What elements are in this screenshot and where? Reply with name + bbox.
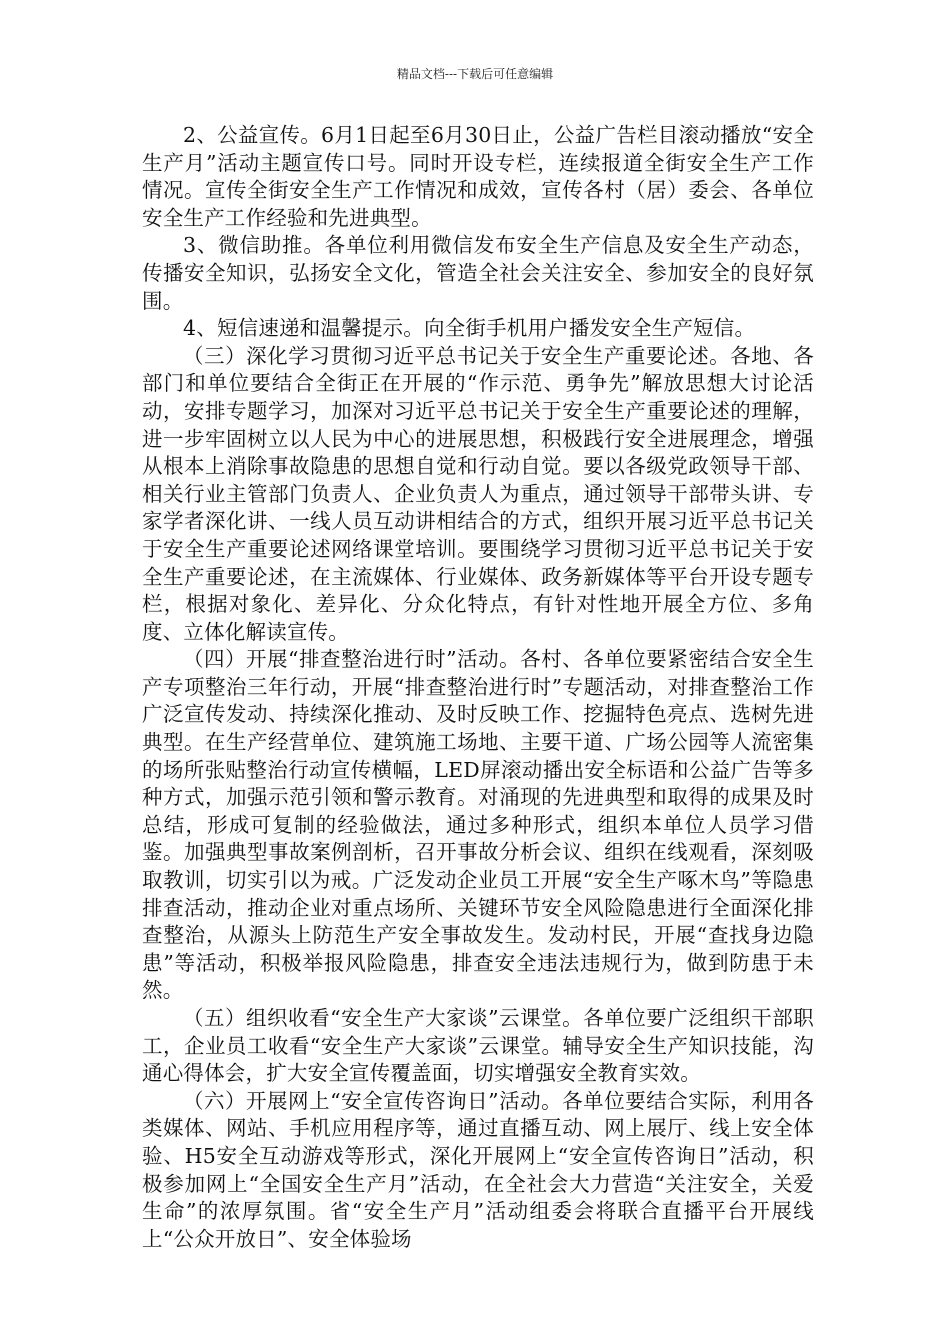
paragraph-section-four-inspection: （四）开展“排查整治进行时”活动。各村、各单位要紧密结合安全生产专项整治三年行动，开展“排查整治进行时”专题活动，对排查整治工作广泛宣传发动、持续深化推动、及时反映工作、挖掘特色亮点、选树先进典型。在生产经营单位、建筑施工场地、主要干道、广场公园等人流密集的场所张贴整治行动宣传横幅，LED屏滚动播出安全标语和公益广告等多种方式，加强示范引领和警示教育。对涌现的先进典型和取得的成果及时总结，形成可复制的经验做法，通过多种形式，组织本单位人员学习借鉴。加强典型事故案例剖析，召开事故分析会议、组织在线观看，深刻吸取教训，切实引以为戒。广泛发动企业员工开展“安全生产啄木鸟”等隐患排查活动，推动企业对重点场所、关键环节安全风险隐患进行全面深化排查整治，从源头上防范生产安全事故发生。发动村民，开展“查找身边隐患”等活动，积极举报风险隐患，排查安全违法违规行为，做到防患于未然。 [142, 647, 814, 1003]
paragraph-wechat-promotion: 3、微信助推。各单位利用微信发布安全生产信息及安全生产动态，传播安全知识，弘扬安全文化，管造全社会关注安全、参加安全的良好氛围。 [142, 233, 814, 313]
paragraph-section-five-cloud-class: （五）组织收看“安全生产大家谈”云课堂。各单位要广泛组织干部职工，企业员工收看“安全生产大家谈”云课堂。辅导安全生产知识技能，沟通心得体会，扩大安全宣传覆盖面，切实增强安全教育实效。 [142, 1006, 814, 1086]
paragraph-sms-reminder: 4、短信速递和温馨提示。向全街手机用户播发安全生产短信。 [183, 316, 756, 341]
document-body [142, 122, 814, 1253]
paragraph-public-welfare-publicity: 2、公益宣传。6月1日起至6月30日止，公益广告栏目滚动播放“安全生产月”活动主题宣传口号。同时开设专栏，连续报道全街安全生产工作情况。宣传全街安全生产工作情况和成效，宣传各村（居）委会、各单位安全生产工作经验和先进典型。 [142, 123, 814, 230]
paragraph-section-three-study: （三）深化学习贯彻习近平总书记关于安全生产重要论述。各地、各部门和单位要结合全街正在开展的“作示范、勇争先”解放思想大讨论活动，安排专题学习，加深对习近平总书记关于安全生产重要论述的理解，进一步牢固树立以人民为中心的进展思想，积极践行安全进展理念，增强从根本上消除事故隐患的思想自觉和行动自觉。要以各级党政领导干部、相关行业主管部门负责人、企业负责人为重点，通过领导干部带头讲、专家学者深化讲、一线人员互动讲相结合的方式，组织开展习近平总书记关于安全生产重要论述网络课堂培训。要围绕学习贯彻习近平总书记关于安全生产重要论述，在主流媒体、行业媒体、政务新媒体等平台开设专题专栏，根据对象化、差异化、分众化特点，有针对性地开展全方位、多角度、立体化解读宣传。 [142, 343, 814, 644]
page-header: 精品文档---下载后可任意编辑 [396, 67, 554, 81]
paragraph-section-six-online-day: （六）开展网上“安全宣传咨询日”活动。各单位要结合实际，利用各类媒体、网站、手机应用程序等，通过直播互动、网上展厅、线上安全体验、H5安全互动游戏等形式，深化开展网上“安全宣传咨询日”活动，积极参加网上“全国安全生产月”活动，在全社会大力营造“关注安全，关爱生命”的浓厚氛围。省“安全生产月”活动组委会将联合直播平台开展线上“公众开放日”、安全体验场 [142, 1088, 814, 1251]
